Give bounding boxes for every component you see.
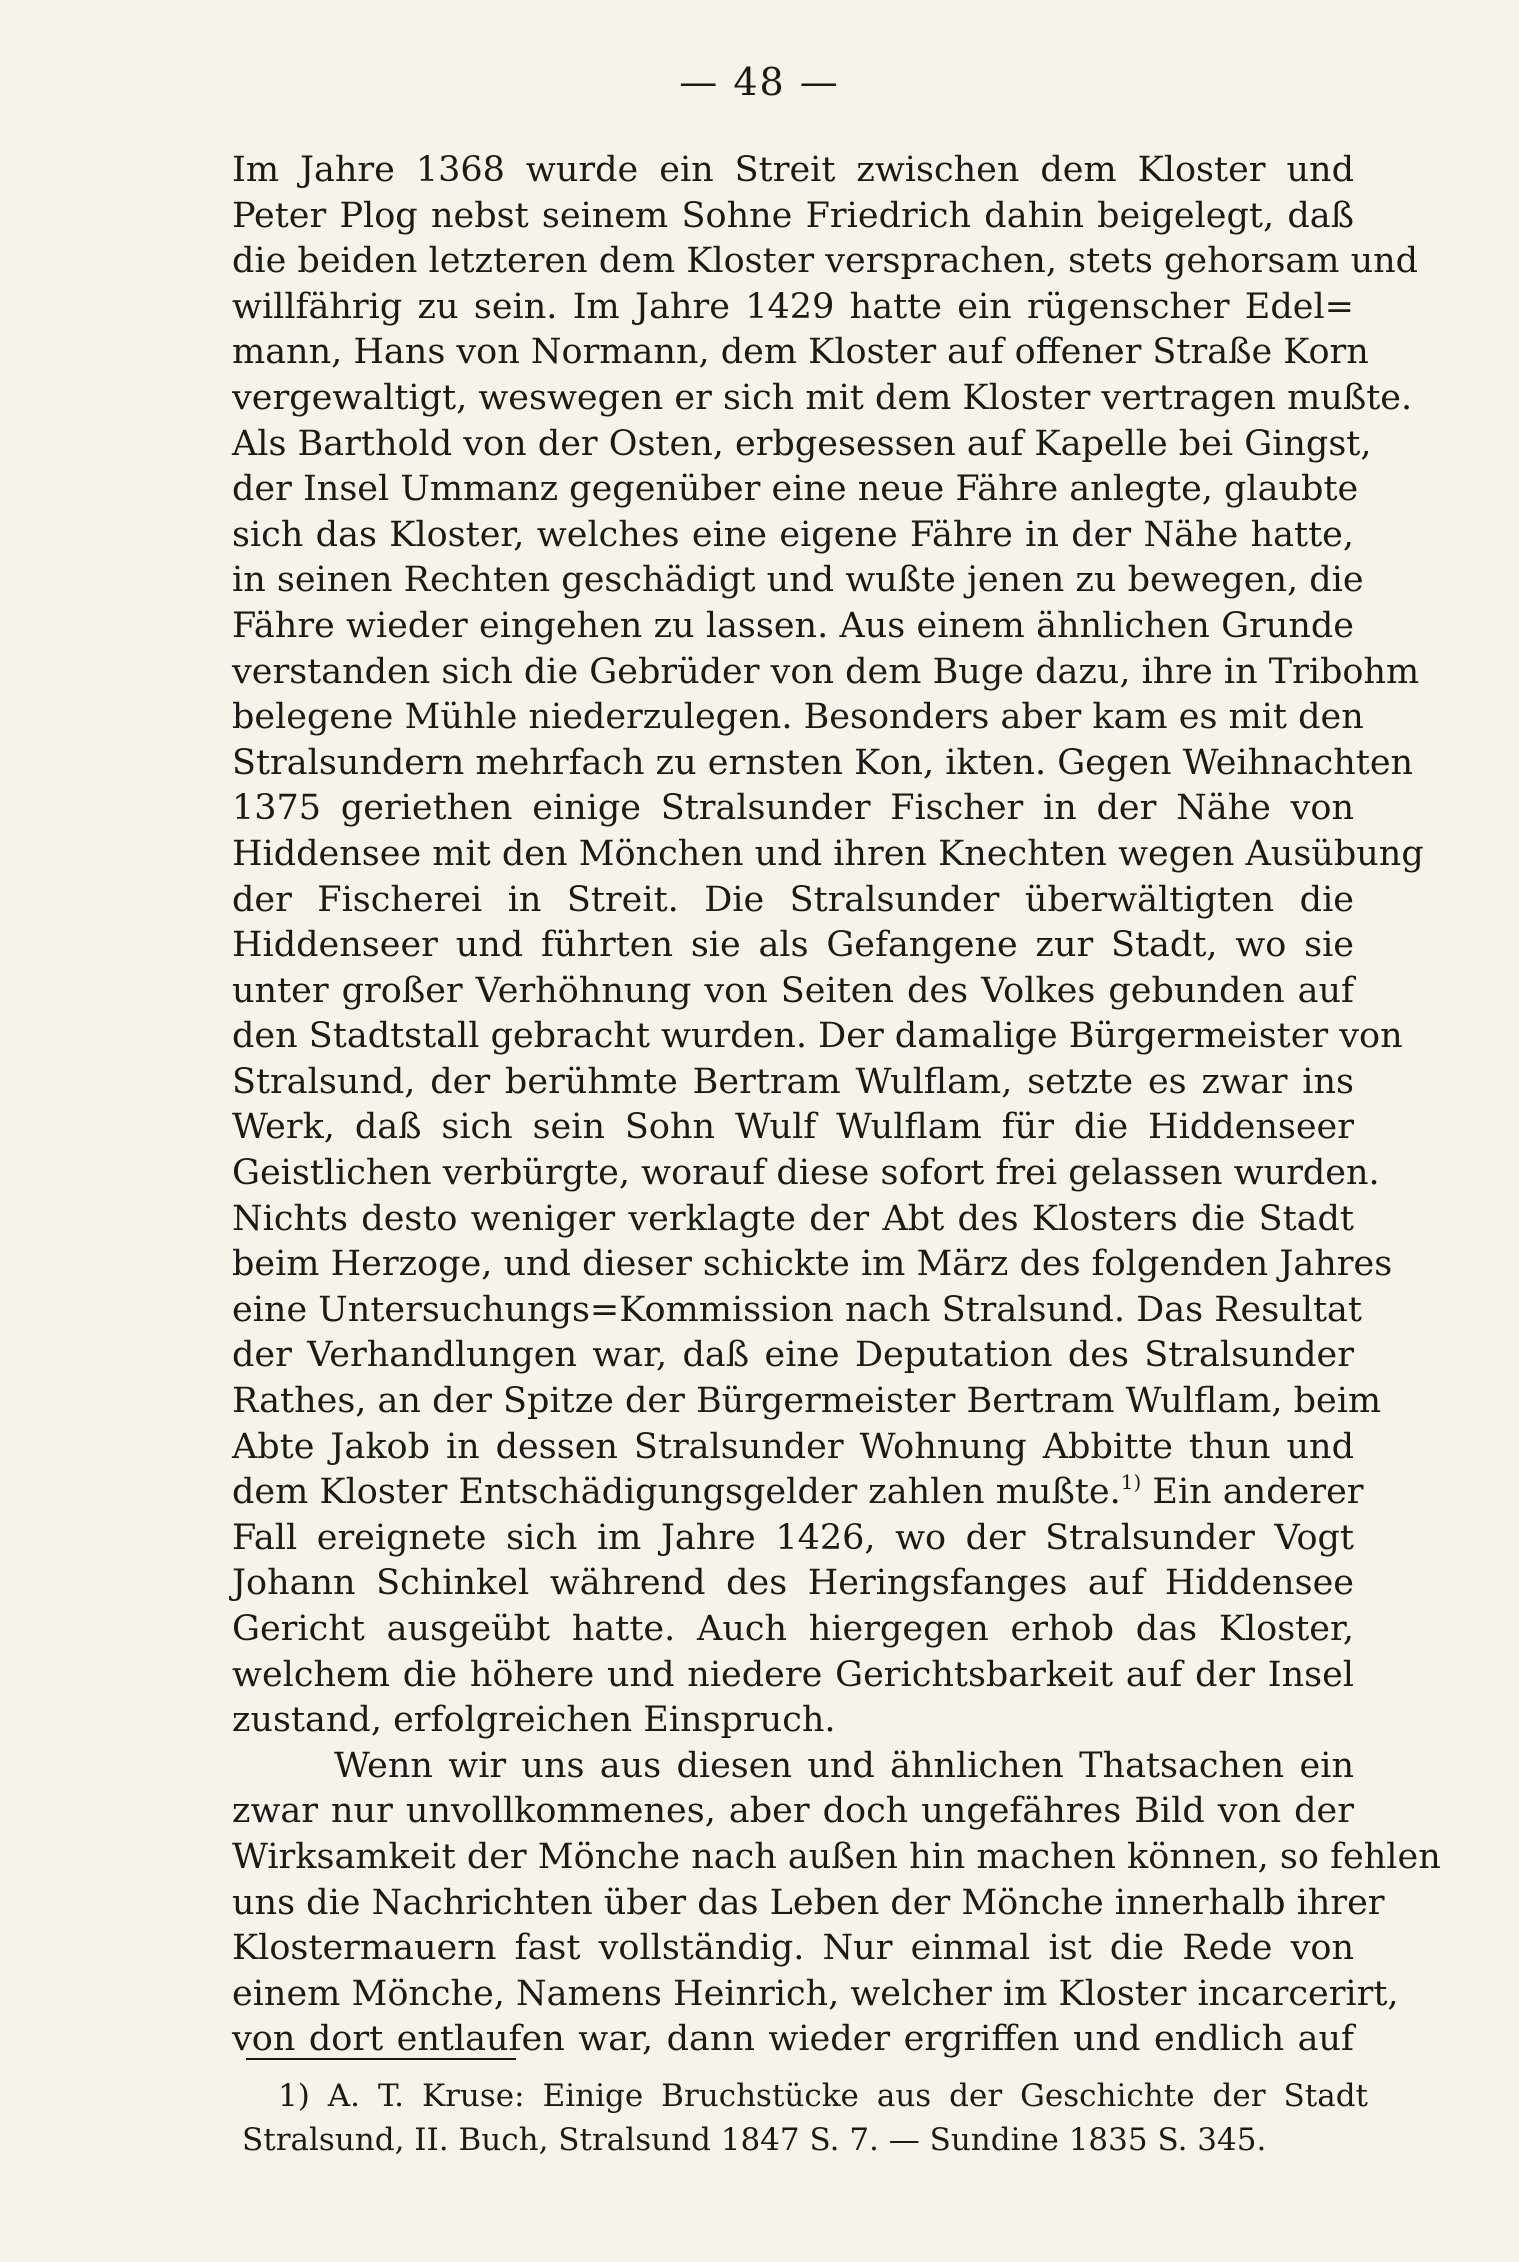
text-line: zustand, erfolgreichen Einspruch. [232, 1700, 836, 1741]
text-line: zwar nur unvollkommenes, aber doch ungefähres Bild von der [232, 1791, 1354, 1832]
text-segment: dem Kloster Entschädigungsgelder zahlen mußte. [232, 1472, 1121, 1513]
text-line: Fähre wieder eingehen zu lassen. Aus einem ähnlichen Grunde [232, 605, 1354, 646]
text-line: Hiddensee mit den Mönchen und ihren Knechten wegen Ausübung [232, 833, 1424, 874]
text-line-with-footnote [232, 1470, 1364, 1516]
text-line: der Verhandlungen war, daß eine Deputation des Stralsunder [232, 1335, 1354, 1376]
text-line: Stralsundern mehrfach zu ernsten Kon, ikten. Gegen Weihnachten [232, 742, 1414, 783]
text-line: Stralsund, der berühmte Bertram Wulflam, setzte es zwar ins [232, 1061, 1354, 1102]
text-line: mann, Hans von Normann, dem Kloster auf offener Straße Korn [232, 332, 1369, 373]
text-segment: Ein anderer [1141, 1472, 1364, 1513]
text-line: Abte Jakob in dessen Stralsunder Wohnung Abbitte thun und [232, 1426, 1354, 1467]
text-line: belegene Mühle niederzulegen. Besonders aber kam es mit den [232, 697, 1364, 738]
text-line: in seinen Rechten geschädigt und wußte jenen zu bewegen, die [232, 560, 1364, 601]
text-line: Klostermauern fast vollständig. Nur einmal ist die Rede von [232, 1928, 1354, 1969]
text-line: Gericht ausgeübt hatte. Auch hiergegen erhob das Kloster, [232, 1609, 1354, 1649]
text-line: Hiddenseer und führten sie als Gefangene zur Stadt, wo sie [232, 925, 1354, 966]
body-text [232, 148, 1441, 2063]
text-line: Im Jahre 1368 wurde ein Streit zwischen dem Kloster und [232, 150, 1354, 190]
footnote-reference: 1) [1120, 1470, 1142, 1495]
footnote-divider [246, 2058, 516, 2060]
text-line: der Fischerei in Streit. Die Stralsunder überwältigten die [232, 879, 1354, 920]
text-line: den Stadtstall gebracht wurden. Der damalige Bürgermeister von [232, 1016, 1403, 1057]
footnotes [242, 2074, 1368, 2162]
text-line: Peter Plog nebst seinem Sohne Friedrich dahin beigelegt, daß [232, 195, 1354, 236]
text-line: sich das Kloster, welches eine eigene Fähre in der Nähe hatte, [232, 514, 1354, 555]
paragraph-start-line: Wenn wir uns aus diesen und ähnlichen Thatsachen ein [334, 1745, 1354, 1786]
text-line: der Insel Ummanz gegenüber eine neue Fähre anlegte, glaubte [232, 469, 1359, 510]
text-line: Als Barthold von der Osten, erbgesessen auf Kapelle bei Gingst, [232, 423, 1372, 464]
text-line: die beiden letzteren dem Kloster versprachen, stets gehorsam und [232, 241, 1419, 282]
text-line: Fall ereignete sich im Jahre 1426, wo der Stralsunder Vogt [232, 1517, 1354, 1558]
text-line: Wirksamkeit der Mönche nach außen hin machen können, so fehlen [232, 1836, 1441, 1877]
text-line: Rathes, an der Spitze der Bürgermeister Bertram Wulflam, beim [232, 1381, 1382, 1422]
text-line: eine Untersuchungs=Kommission nach Stralsund. Das Resultat [232, 1289, 1362, 1330]
text-line: einem Mönche, Namens Heinrich, welcher im Kloster incarcerirt, [232, 1973, 1399, 2014]
text-line: verstanden sich die Gebrüder von dem Buge dazu, ihre in Tribohm [232, 651, 1420, 692]
text-line: Johann Schinkel während des Heringsfanges auf Hiddensee [232, 1563, 1354, 1604]
footnote-line: 1) A. T. Kruse: Einige Bruchstücke aus der Geschichte der Stadt [278, 2078, 1368, 2114]
text-line: 1375 geriethen einige Stralsunder Fischer in der Nähe von [232, 788, 1354, 829]
text-line: Nichts desto weniger verklagte der Abt des Klosters die Stadt [232, 1198, 1354, 1239]
text-line: willfährig zu sein. Im Jahre 1429 hatte ein rügenscher Edel= [232, 286, 1354, 327]
text-line: beim Herzoge, und dieser schickte im März des folgenden Jahres [232, 1244, 1393, 1285]
text-line: Werk, daß sich sein Sohn Wulf Wulflam für die Hiddenseer [232, 1107, 1354, 1148]
text-line: uns die Nachrichten über das Leben der Mönche innerhalb ihrer [232, 1882, 1385, 1923]
page-number: — 48 — [679, 60, 840, 104]
footnote-line: Stralsund, II. Buch, Stralsund 1847 S. 7. — Sundine 1835 S. 345. [242, 2122, 1267, 2158]
text-line: von dort entlaufen war, dann wieder ergriffen und endlich auf [232, 2019, 1354, 2060]
text-line: vergewaltigt, weswegen er sich mit dem Kloster vertragen mußte. [232, 377, 1413, 418]
text-line: welchem die höhere und niedere Gerichtsbarkeit auf der Insel [232, 1654, 1354, 1695]
text-line: unter großer Verhöhnung von Seiten des Volkes gebunden auf [232, 970, 1354, 1011]
text-line: Geistlichen verbürgte, worauf diese sofort frei gelassen wurden. [232, 1153, 1380, 1194]
